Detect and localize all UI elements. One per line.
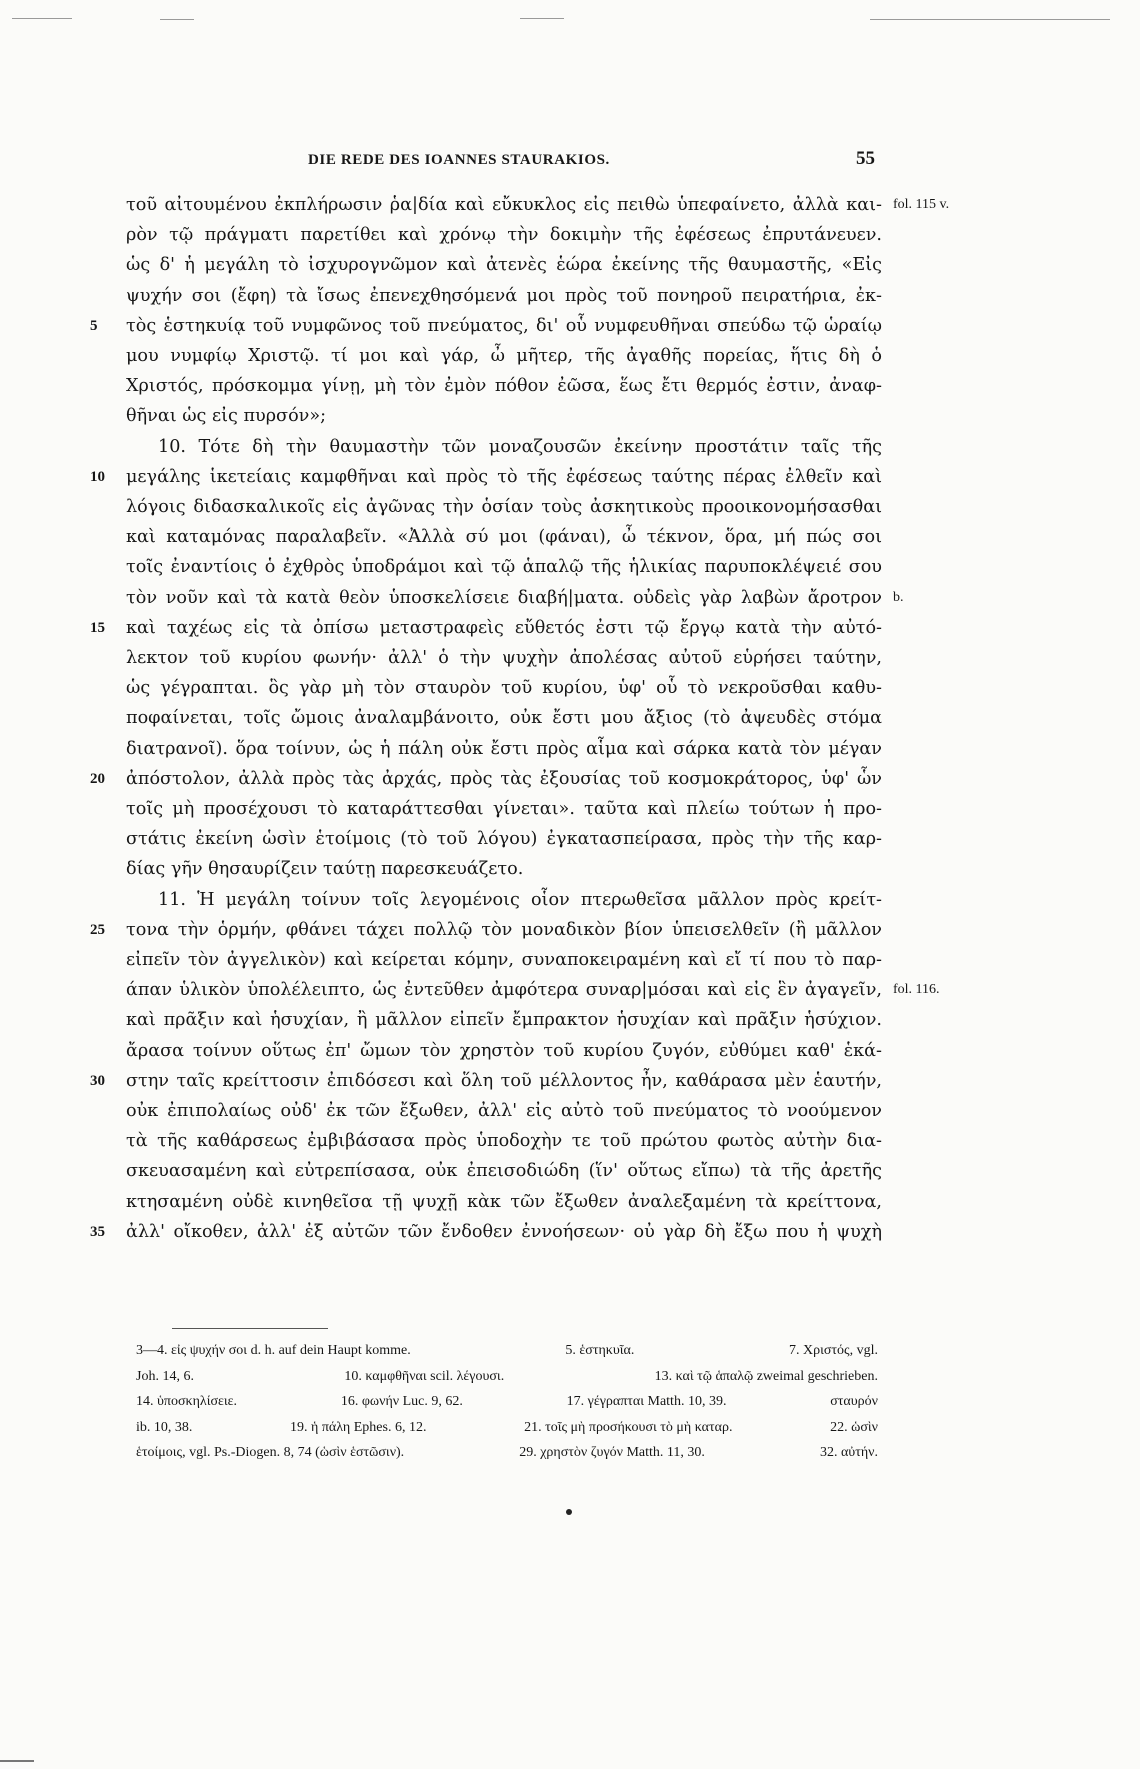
text-line: σκευασαμένη καὶ εὐτρεπίσασα, οὐκ ἐπεισοδιώδη (ἵν' οὕτως εἴπω) τὰ τῆς ἀρετῆς xyxy=(126,1161,882,1181)
footnote-rule xyxy=(172,1328,328,1329)
footnote-entry: 19. ἡ πάλη Ephes. 6, 12. xyxy=(290,1419,427,1435)
text-line: στην ταῖς κρείττοσιν ἐπιδόσεσι καὶ ὅλη τοῦ μέλλοντος ἦν, καθάρασα μὲν ἑαυτήν, xyxy=(126,1071,882,1091)
folio-reference: fol. 116. xyxy=(893,982,940,997)
footnote-line xyxy=(136,1415,878,1440)
text-line: 11. Ἡ μεγάλη τοίνυν τοῖς λεγομένοις οἷον πτερωθεῖσα μᾶλλον πρὸς κρείτ- xyxy=(158,890,882,910)
text-line: ψυχήν σοι (ἔφη) τὰ ἴσως ἐπενεχθησόμενά μοι πρὸς τοῦ πονηροῦ πειρατήρια, ἐκ- xyxy=(126,286,882,306)
text-line: οὐκ ἐπιπολαίως οὐδ' ἐκ τῶν ἔξωθεν, ἀλλ' εἰς αὐτὸ τοῦ πνεύματος τὸ νοούμενον xyxy=(126,1101,882,1121)
text-line: τοῦ αἰτουμένου ἐκπλήρωσιν ῥα|δία καὶ εὔκυκλος εἰς πειθὼ ὑπεφαίνετο, ἀλλὰ και- xyxy=(126,195,882,215)
footnote-entry: 16. φωνήν Luc. 9, 62. xyxy=(340,1394,463,1409)
page-number: 55 xyxy=(856,148,875,169)
scan-edge-mark xyxy=(160,19,194,20)
scan-edge-mark xyxy=(0,1760,34,1762)
text-line: τοῖς ἐναντίοις ὁ ἐχθρὸς ὑποδράμοι καὶ τῷ ἁπαλῷ τῆς ἡλικίας παρυποκλέψειέ σου xyxy=(126,557,882,577)
footnote-entry: Joh. 14, 6. xyxy=(136,1368,194,1384)
text-line: τοῖς μὴ προσέχουσι τὸ καταράττεσθαι γίνεται». ταῦτα καὶ πλείω τούτων ἡ προ- xyxy=(126,799,882,819)
text-line: ὡς δ' ἡ μεγάλη τὸ ἰσχυρογνῶμον καὶ ἀτενὲς ἑώρα ἐκείνης τῆς θαυμαστῆς, «Εἰς xyxy=(126,255,882,275)
text-line: θῆναι ὡς εἰς πυρσόν»; xyxy=(126,406,327,426)
text-line: λόγοις διδασκαλικοῖς εἰς ἀγῶνας τὴν ὁσίαν τοὺς ἀσκητικοὺς προοικονομήσασθαι xyxy=(126,497,882,517)
footnote-line xyxy=(136,1440,878,1465)
footnote-entry: 13. καὶ τῷ ἁπαλῷ zweimal geschrieben. xyxy=(654,1368,878,1384)
footnote-entry: 3—4. εἰς ψυχήν σοι d. h. auf dein Haupt komme. xyxy=(136,1343,411,1358)
text-line: τὰ τῆς καθάρσεως ἐμβιβάσασα πρὸς ὑποδοχὴν τε τοῦ πρώτου φωτὸς αὐτὴν δια- xyxy=(126,1131,882,1151)
scan-edge-mark xyxy=(12,18,72,19)
text-line: ὡς γέγραπται. ὃς γὰρ μὴ τὸν σταυρὸν τοῦ κυρίου, ὑφ' οὗ τὸ νεκροῦσθαι καθυ- xyxy=(126,678,882,698)
footnote-entry: ib. 10, 38. xyxy=(136,1419,193,1435)
footnote-entry: 14. ὑποσκηλίσειε. xyxy=(136,1394,238,1409)
text-line: καὶ πρᾶξιν καὶ ἡσυχίαν, ἢ μᾶλλον εἰπεῖν ἔμπρακτον ἡσυχίαν καὶ πρᾶξιν ἡσύχιον. xyxy=(126,1010,882,1030)
text-line: μεγάλης ἱκετείαις καμφθῆναι καὶ πρὸς τὸ τῆς ἐφέσεως ταύτης πέρας ἐλθεῖν καὶ xyxy=(126,467,882,487)
line-number: 20 xyxy=(90,771,105,787)
text-line: ρὸν τῷ πράγματι παρετίθει καὶ χρόνῳ τὴν δοκιμὴν τῆς ἐφέσεως ἐπρυτάνευεν. xyxy=(126,225,882,245)
text-line: εἰπεῖν τὸν ἀγγελικὸν) καὶ κείρεται κόμην, συναποκειραμένη καὶ εἴ τί που τὸ παρ- xyxy=(126,950,882,970)
text-line: τὸς ἑστηκυίᾳ τοῦ νυμφῶνος τοῦ πνεύματος, δι' οὗ νυμφευθῆναι σπεύδω τῷ ὡραίῳ xyxy=(126,316,882,336)
line-number: 25 xyxy=(90,922,105,938)
text-line: καὶ καταμόνας παραλαβεῖν. «Ἀλλὰ σύ μοι (φάναι), ὦ τέκνον, ὅρα, μή πώς σοι xyxy=(126,527,882,547)
text-line: δίας γῆν θησαυρίζειν ταύτῃ παρεσκευάζετο. xyxy=(126,859,524,879)
footnote-entry: 21. τοῖς μὴ προσήκουσι τὸ μὴ καταρ. xyxy=(524,1419,733,1435)
text-line: στάτις ἐκείνη ὡσὶν ἑτοίμοις (τὸ τοῦ λόγου) ἐγκατασπείρασα, πρὸς τὴν τῆς καρ- xyxy=(126,829,882,849)
text-line: λεκτον τοῦ κυρίου φωνήν· ἀλλ' ὁ τὴν ψυχὴν ἀπολέσας αὐτοῦ εὑρήσει ταύτην, xyxy=(126,648,882,668)
line-number: 35 xyxy=(90,1224,105,1240)
footnote-entry: 5. ἑστηκυῖα. xyxy=(565,1343,635,1358)
text-line: άπαν ὑλικὸν ὑπολέλειπτο, ὡς ἐντεῦθεν ἀμφότερα συναρ|μόσαι καὶ εἰς ἓν ἀγαγεῖν, xyxy=(126,980,882,1000)
text-line: τονα τὴν ὁρμήν, φθάνει τάχει πολλῷ τὸν μοναδικὸν βίον ὑπεισελθεῖν (ἢ μᾶλλον xyxy=(126,920,882,940)
folio-reference: b. xyxy=(893,590,904,605)
text-line: κτησαμένη οὐδὲ κινηθεῖσα τῇ ψυχῇ κὰκ τῶν ἔξωθεν ἀναλεξαμένη τὰ κρείττονα, xyxy=(126,1192,882,1212)
page-header xyxy=(180,148,875,182)
footnote-entry: σταυρόν xyxy=(830,1394,878,1409)
text-line: διατρανοῖ). ὅρα τοίνυν, ὡς ἡ πάλη οὐκ ἔστι πρὸς αἷμα καὶ σάρκα κατὰ τὸν μέγαν xyxy=(126,739,882,759)
footnote-line xyxy=(136,1389,878,1414)
text-line: ἀπόστολον, ἀλλὰ πρὸς τὰς ἀρχάς, πρὸς τὰς ἐξουσίας τοῦ κοσμοκράτορος, ὑφ' ὧν xyxy=(126,769,882,789)
folio-reference: fol. 115 v. xyxy=(893,197,950,212)
footnote-line xyxy=(136,1364,878,1389)
line-number: 15 xyxy=(90,620,105,636)
footnote-line xyxy=(136,1338,878,1363)
text-line: μου νυμφίῳ Χριστῷ. τί μοι καὶ γάρ, ὦ μῆτερ, τῆς ἀγαθῆς πορείας, ἥτις δὴ ὁ xyxy=(126,346,882,366)
footnote-entry: 10. καμφθῆναι scil. λέγουσι. xyxy=(344,1368,505,1384)
text-line: καὶ ταχέως εἰς τὰ ὀπίσω μεταστραφεὶς εὔθετός ἐστι τῷ ἔργῳ κατὰ τὴν αὐτό- xyxy=(126,618,882,638)
footnote-entry: 29. χρηστὸν ζυγόν Matth. 11, 30. xyxy=(519,1445,705,1460)
line-number: 30 xyxy=(90,1073,105,1089)
text-line: 10. Τότε δὴ τὴν θαυμαστὴν τῶν μοναζουσῶν ἐκείνην προστάτιν ταῖς τῆς xyxy=(158,437,882,457)
footnote-entry: 17. γέγραπται Matth. 10, 39. xyxy=(566,1394,727,1409)
line-number: 5 xyxy=(90,318,98,334)
text-line: τὸν νοῦν καὶ τὰ κατὰ θεὸν ὑποσκελίσειε διαβή|ματα. οὐδεὶς γὰρ λαβὼν ἄροτρον xyxy=(126,588,882,608)
line-number: 10 xyxy=(90,469,105,485)
running-title: DIE REDE DES IOANNES STAURAKIOS. xyxy=(308,152,610,168)
scan-edge-mark xyxy=(870,19,1110,20)
text-line: ποφαίνεται, τοῖς ὤμοις ἀναλαμβάνοιτο, οὐκ ἔστι μου ἄξιος (τὸ ἀψευδὲς στόμα xyxy=(126,708,882,728)
footnote-entry: 7. Χριστός, vgl. xyxy=(789,1343,878,1358)
ink-dot xyxy=(566,1509,572,1515)
scan-edge-mark xyxy=(520,18,564,19)
footnote-entry: 32. αὐτήν. xyxy=(819,1445,878,1460)
text-line: ἄρασα τοίνυν οὕτως ἐπ' ὤμων τὸν χρηστὸν τοῦ κυρίου ζυγόν, εὐθύμει καθ' ἑκά- xyxy=(126,1041,882,1061)
text-line: ἀλλ' οἴκοθεν, ἀλλ' ἐξ αὐτῶν τῶν ἔνδοθεν ἐννοήσεων· οὐ γὰρ δὴ ἔξω που ἡ ψυχὴ xyxy=(126,1222,882,1242)
footnote-entry: 22. ὡσὶν xyxy=(830,1419,878,1435)
footnote-entry: ἑτοίμοις, vgl. Ps.-Diogen. 8, 74 (ὡσὶν ἑστῶσιν). xyxy=(136,1445,405,1460)
text-line: Χριστός, πρόσκομμα γίνῃ, μὴ τὸν ἐμὸν πόθον ἐῶσα, ἕως ἔτι θερμός ἐστιν, ἀναφ- xyxy=(126,376,882,396)
